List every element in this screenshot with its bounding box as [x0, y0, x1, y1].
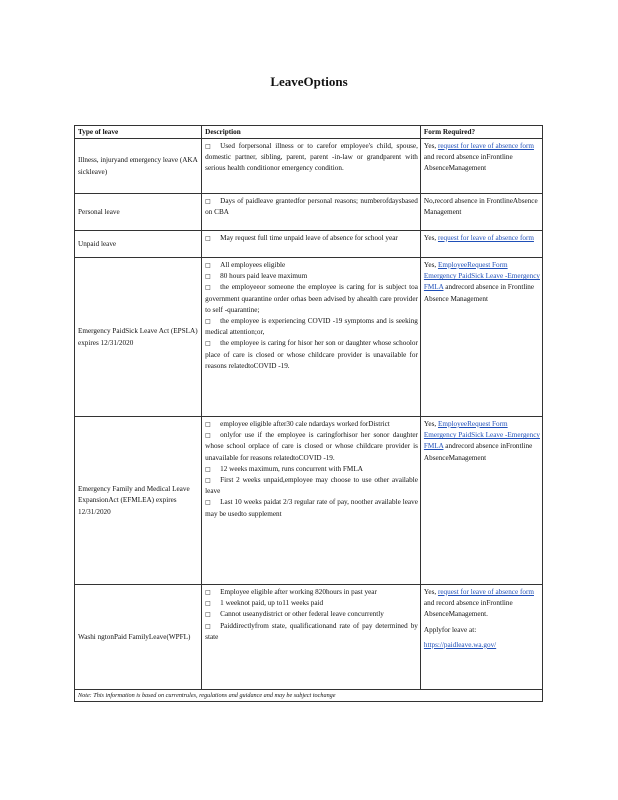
description-bullet — [205, 316, 418, 338]
form-link[interactable]: request for leave of absence form — [437, 234, 534, 242]
form-required — [420, 417, 542, 585]
bullet-text: Paiddirectlyfrom state, qualificationand rate of pay determined by state — [205, 621, 418, 641]
table-row — [75, 417, 543, 585]
bullet-text: the employeeor someone the employee is caring for is subject toa government quarantine order orhas been advised by ahealth care provider to self -quarantine; — [205, 283, 418, 314]
form-suffix: and record absence inFrontline AbsenceManagement. — [423, 599, 513, 619]
description-bullet — [205, 497, 418, 519]
form-text — [424, 141, 540, 175]
leave-description — [202, 231, 421, 258]
leave-options-table — [74, 125, 543, 702]
leave-description — [202, 258, 421, 417]
description-bullet — [205, 141, 418, 175]
bullet-icon: □ — [205, 198, 211, 205]
bullet-icon: □ — [205, 143, 211, 150]
table-row — [75, 258, 543, 417]
form-prefix: Yes, — [423, 234, 437, 242]
table-row — [75, 194, 543, 231]
bullet-text: May request full time unpaid leave of absence for school year — [220, 234, 398, 242]
leave-type: Washi ngtonPaid FamilyLeave(WPFL) — [75, 585, 202, 690]
description-bullet — [205, 282, 418, 316]
bullet-icon: □ — [205, 477, 211, 485]
description-bullet — [205, 419, 418, 430]
form-suffix: andrecord absence in Frontline Absence Management — [423, 283, 535, 303]
bullet-text: First 2 weeks unpaid,employee may choose to use other available leave — [205, 476, 418, 496]
bullet-text: Days of paidleave grantedfor personal reasons; numberofdaysbased on CBA — [205, 197, 418, 217]
form-suffix: andrecord absence inFrontline AbsenceManagement — [423, 442, 533, 462]
bullet-text: All employees eligible — [220, 261, 286, 269]
bullet-text: 12 weeks maximum, runs concurrent with FMLA — [220, 464, 363, 473]
description-bullet — [205, 260, 418, 271]
bullet-text: onlyfor use if the employee is caringforhisor her sonor daughter whose school orplace of care is closed or whose childcare provider is unavailable for reasons relatedtoCOVID -19. — [205, 431, 418, 462]
description-bullet — [205, 196, 418, 218]
leave-description — [202, 585, 421, 690]
bullet-text: 1 weeknot paid, up to11 weeks paid — [220, 599, 324, 608]
bullet-text: 80 hours paid leave maximum — [220, 272, 308, 281]
bullet-icon: □ — [205, 262, 211, 269]
leave-type: Emergency PaidSick Leave Act (EPSLA) expires 12/31/2020 — [75, 258, 202, 417]
description-bullet — [205, 338, 418, 372]
bullet-icon: □ — [205, 421, 211, 428]
leave-description — [202, 139, 421, 194]
bullet-text: Employee eligible after working 820hours in past year — [220, 588, 377, 596]
header-form: Form Required? — [420, 126, 542, 139]
bullet-text: Used forpersonal illness or to carefor employee's child, spouse, domestic partner, sibling, parent, parent -in-law or grandparent with serious health conditionor emergency condition. — [205, 142, 418, 173]
description-bullet — [205, 475, 418, 497]
bullet-icon: □ — [205, 273, 211, 281]
table-row — [75, 585, 543, 690]
header-type: Type of leave — [75, 126, 202, 139]
form-text — [424, 260, 540, 305]
bullet-icon: □ — [205, 600, 211, 608]
leave-type: Personal leave — [75, 194, 202, 231]
form-text — [424, 587, 540, 621]
bullet-icon: □ — [205, 432, 211, 440]
bullet-icon: □ — [205, 340, 211, 348]
bullet-text: Cannot useanydistrict or other federal leave concurrently — [220, 610, 384, 619]
form-required — [420, 258, 542, 417]
bullet-icon: □ — [205, 284, 211, 292]
form-suffix: and record absence inFrontline AbsenceManagement — [423, 153, 513, 173]
description-bullet — [205, 271, 418, 282]
bullet-icon: □ — [205, 499, 211, 507]
bullet-icon: □ — [205, 622, 211, 630]
bullet-text: Last 10 weeks paidat 2/3 regular rate of pay, noother available leave may be usedto supplement — [205, 498, 418, 518]
description-bullet — [205, 598, 418, 609]
leave-type: Emergency Family and Medical Leave ExpansionAct (EFMLEA) expires 12/31/2020 — [75, 417, 202, 585]
leave-type: Illness, injuryand emergency leave (AKA sickleave) — [75, 139, 202, 194]
form-link[interactable]: EmployeeRequest Form Emergency PaidSick Leave -Emergency FMLA — [423, 261, 540, 292]
apply-text: Applyfor leave at: — [423, 625, 477, 634]
leave-type: Unpaid leave — [75, 231, 202, 258]
form-link[interactable]: EmployeeRequest Form Emergency PaidSick Leave -Emergency FMLA — [423, 420, 540, 451]
bullet-icon: □ — [205, 589, 211, 596]
description-bullet — [205, 587, 418, 598]
paidleave-url-link[interactable]: https://paidleave.wa.gov/ — [423, 640, 497, 649]
bullet-icon: □ — [205, 465, 211, 473]
form-required — [420, 231, 542, 258]
form-prefix: Yes, — [423, 142, 437, 150]
form-required — [420, 194, 542, 231]
description-bullet — [205, 621, 418, 643]
footnote: Note: This information is based on currentrules, regulations and guidance and may be subject tochange — [75, 690, 543, 702]
leave-description — [202, 194, 421, 231]
form-text — [424, 419, 540, 464]
description-bullet — [205, 464, 418, 475]
form-text — [424, 233, 540, 244]
form-link[interactable]: request for leave of absence form — [437, 142, 534, 150]
leave-description — [202, 417, 421, 585]
bullet-text: the employee is experiencing COVID -19 symptoms and is seeking medical attention;or, — [205, 317, 418, 337]
description-bullet — [205, 609, 418, 620]
bullet-icon: □ — [205, 318, 211, 326]
form-prefix: Yes, — [423, 588, 437, 596]
form-prefix: Yes, — [423, 420, 437, 428]
form-required — [420, 139, 542, 194]
bullet-text: employee eligible after30 cale ndardays worked forDistrict — [220, 420, 390, 428]
table-row — [75, 139, 543, 194]
page-title: LeaveOptions — [270, 74, 348, 89]
form-text — [424, 196, 540, 218]
table-row — [75, 231, 543, 258]
bullet-text: the employee is caring for hisor her son or daughter whose schoolor place of care is closed or whose childcare provider is unavailable for reasons relatedtoCOVID -19. — [205, 339, 418, 370]
form-required — [420, 585, 542, 690]
header-description: Description — [202, 126, 421, 139]
form-prefix: No,record absence in FrontlineAbsence Management — [423, 197, 538, 217]
description-bullet — [205, 430, 418, 464]
bullet-icon: □ — [205, 235, 211, 242]
description-bullet — [205, 233, 418, 244]
form-prefix: Yes, — [423, 261, 437, 269]
bullet-icon: □ — [205, 611, 211, 619]
table-header-row — [75, 126, 543, 139]
form-link[interactable]: request for leave of absence form — [437, 588, 534, 596]
